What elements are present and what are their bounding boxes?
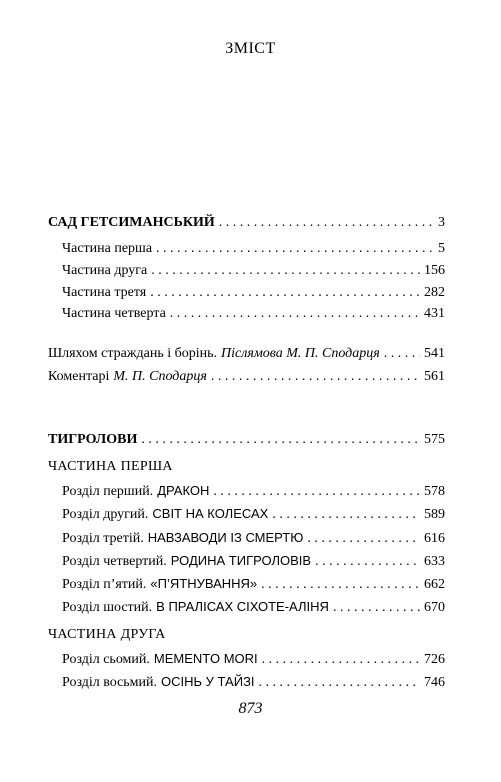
toc-entry-tyhrolovy[interactable] [48, 431, 445, 449]
toc-entry[interactable] [62, 673, 445, 692]
toc-entry-prefix: Розділ сьомий. [62, 652, 150, 667]
toc-entry-prefix: Розділ третій. [62, 531, 144, 546]
toc-entry-page: 633 [424, 554, 445, 569]
toc-entry-prefix: Розділ восьмий. [62, 675, 158, 690]
toc-entry-title: ДРАКОН [157, 483, 210, 498]
leader-dots [333, 599, 420, 617]
toc-entry-page: 575 [424, 432, 445, 447]
page-title: ЗМІСТ [225, 40, 276, 57]
leader-dots [141, 431, 420, 449]
toc-entry-label: САД ГЕТСИМАНСЬКИЙ [48, 215, 215, 230]
toc-entry-prefix: Розділ перший. [62, 484, 154, 499]
toc-entry-prefix: Розділ шостий. [62, 600, 153, 615]
toc-entry-label: Шляхом страждань і борінь. [48, 346, 217, 361]
toc-entry-page: 541 [424, 346, 445, 361]
part-heading: ЧАСТИНА ПЕРША [48, 459, 173, 474]
toc-entry-author: Післямова М. П. Сподарця [221, 346, 380, 361]
toc-entry-title: СВІТ НА КОЛЕСАХ [152, 506, 269, 521]
toc-entry-page: 616 [424, 531, 445, 546]
leader-dots [315, 553, 420, 571]
page-number: 873 [238, 700, 263, 717]
leader-dots [307, 530, 420, 548]
toc-entry-prefix: Розділ четвертий. [62, 554, 167, 569]
toc-entry-title: ОСІНЬ У ТАЙЗІ [161, 674, 255, 689]
leader-dots [151, 262, 420, 280]
toc-entry-page: 578 [424, 484, 445, 499]
toc-entry-page: 282 [424, 285, 445, 300]
toc-entry[interactable] [62, 552, 445, 571]
toc-entry-title: MEMENTO MORI [153, 651, 258, 666]
toc-entry-page: 589 [424, 507, 445, 522]
toc-entry-label: ТИГРОЛОВИ [48, 432, 138, 447]
toc-entry-label: Частина перша [62, 241, 153, 256]
leader-dots [259, 674, 420, 692]
toc-entry-label: Частина друга [62, 263, 148, 278]
toc-entry-sad[interactable] [48, 214, 445, 232]
toc-entry-title: РОДИНА ТИГРОЛОВІВ [170, 553, 312, 568]
leader-dots [384, 345, 420, 363]
leader-dots [150, 284, 420, 302]
toc-entry-label: Частина третя [62, 285, 147, 300]
toc-entry[interactable] [62, 284, 445, 302]
toc-entry[interactable] [62, 262, 445, 280]
toc-entry-page: 662 [424, 577, 445, 592]
toc-entry[interactable] [62, 598, 445, 617]
toc-entry-prefix: Розділ п’ятий. [62, 577, 147, 592]
toc-entry-label: Коментарі [48, 369, 110, 384]
leader-dots [213, 483, 420, 501]
leader-dots [219, 214, 434, 232]
toc-entry[interactable] [62, 305, 445, 323]
toc-entry[interactable] [62, 529, 445, 548]
toc-entry-label: Частина четверта [62, 306, 166, 321]
leader-dots [272, 506, 420, 524]
toc-entry-prefix: Розділ другий. [62, 507, 149, 522]
toc-entry[interactable] [62, 575, 445, 594]
toc-entry-page: 431 [424, 306, 445, 321]
toc-entry[interactable] [62, 240, 445, 258]
leader-dots [211, 368, 420, 386]
part-heading: ЧАСТИНА ДРУГА [48, 627, 166, 642]
leader-dots [261, 576, 420, 594]
toc-entry-page: 726 [424, 652, 445, 667]
toc-entry-page: 561 [424, 369, 445, 384]
toc-entry[interactable] [62, 650, 445, 669]
toc-entry-title: В ПРАЛІСАХ СІХОТЕ-АЛІНЯ [156, 599, 329, 614]
toc-entry-author: М. П. Сподарця [113, 369, 207, 384]
toc-entry-page: 670 [424, 600, 445, 615]
leader-dots [156, 240, 434, 258]
leader-dots [170, 305, 420, 323]
toc-entry-afterword[interactable] [48, 345, 445, 363]
toc-entry-title: «П’ЯТНУВАННЯ» [150, 576, 258, 591]
toc-entry-page: 5 [438, 241, 445, 256]
toc-entry-page: 156 [424, 263, 445, 278]
toc-entry[interactable] [62, 482, 445, 501]
toc-entry-comments[interactable] [48, 368, 445, 386]
leader-dots [262, 651, 420, 669]
toc-entry-page: 746 [424, 675, 445, 690]
toc-entry-page: 3 [438, 215, 445, 230]
toc-entry-title: НАВЗАВОДИ ІЗ СМЕРТЮ [147, 530, 304, 545]
toc-entry[interactable] [62, 505, 445, 524]
